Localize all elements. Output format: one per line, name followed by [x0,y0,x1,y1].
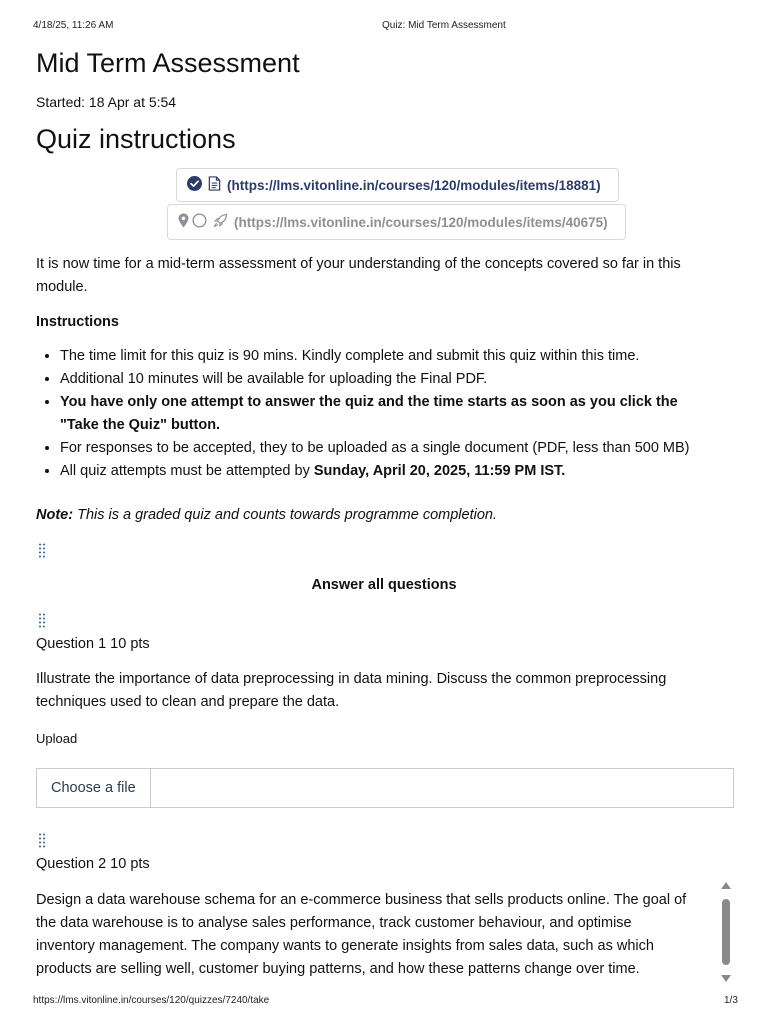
print-footer-url: https://lms.vitonline.in/courses/120/quizzes/7240/take [33,995,270,1006]
print-page-title: Quiz: Mid Term Assessment [382,20,506,31]
drag-handle-icon[interactable] [38,543,46,563]
instruction-upload-time: • Additional 10 minutes will be available for uploading the Final PDF. [60,368,736,391]
instruction-time-limit: • The time limit for this quiz is 90 mins. Kindly complete and submit this quiz within this time. [60,345,736,368]
question-2-line-4: products are selling well, customer buying patterns, and how these patterns change over time. [36,961,640,977]
module-item-link-completed[interactable] [176,168,619,202]
question-1-text [36,668,666,714]
next-link-url: (https://lms.vitonline.in/courses/120/modules/items/40675) [234,214,608,230]
question-2-header: Question 2 10 pts [36,856,150,872]
question-1-upload-label: Upload [36,731,78,746]
choose-file-button[interactable]: Choose a file [37,769,151,807]
instruction-deadline [60,460,736,483]
graded-note [36,507,497,523]
scroll-up-arrow-icon [721,882,731,889]
print-datetime: 4/18/25, 11:26 AM [33,20,114,31]
question-1-header: Question 1 10 pts [36,636,150,652]
question-1-drag-handle-icon[interactable] [38,613,46,633]
question-1-file-input[interactable] [36,768,734,808]
note-label: Note: [36,507,74,523]
print-page-number: 1/3 [724,995,738,1006]
module-item-link-next[interactable] [167,204,626,240]
question-2-line-2: the data warehouse is to analyse sales performance, track customer behaviour, and optimise [36,915,632,931]
quiz-title: Mid Term Assessment [36,48,300,78]
answer-all-heading: Answer all questions [311,577,457,593]
intro-paragraph [36,253,681,299]
question-2-line-1: Design a data warehouse schema for an e-commerce business that sells products online. The goal of [36,892,687,908]
instructions-list [36,345,736,483]
document-icon [208,176,221,194]
question-2-text [36,889,726,981]
deadline-prefix: All quiz attempts must be attempted by [60,463,314,479]
intro-line-1: It is now time for a mid-term assessment of your understanding of the concepts covered so far in this [36,256,681,272]
started-timestamp: Started: 18 Apr at 5:54 [36,94,177,110]
instructions-title: Instructions [36,314,119,330]
question-2-drag-handle-icon[interactable] [38,833,46,853]
single-attempt-line-1: You have only one attempt to answer the quiz and the time starts as soon as you click the [60,394,678,410]
scrollbar-thumb [722,899,730,965]
scroll-down-arrow-icon [721,975,731,982]
note-text: This is a graded quiz and counts towards programme completion. [73,507,497,523]
rocket-icon [213,213,228,231]
vertical-scrollbar[interactable] [719,880,733,984]
completed-link-url: (https://lms.vitonline.in/courses/120/modules/items/18881) [227,177,601,193]
map-pin-icon [178,213,189,231]
deadline-date: Sunday, April 20, 2025, 11:59 PM IST. [313,463,566,479]
quiz-instructions-heading: Quiz instructions [36,124,236,154]
question-2-line-3: inventory management. The company wants to generate insights from sales data, such as which [36,938,654,954]
empty-circle-icon [192,213,207,231]
check-circle-icon [187,176,202,194]
instruction-single-attempt [60,391,736,437]
intro-line-2: module. [36,279,88,295]
instruction-single-document: • For responses to be accepted, they to be uploaded as a single document (PDF, less than 500 MB) [60,437,736,460]
single-attempt-line-2: "Take the Quiz" button. [60,417,221,433]
question-1-line-1: Illustrate the importance of data preprocessing in data mining. Discuss the common preprocessing [36,671,667,687]
question-1-line-2: techniques used to clean and prepare the data. [36,694,340,710]
